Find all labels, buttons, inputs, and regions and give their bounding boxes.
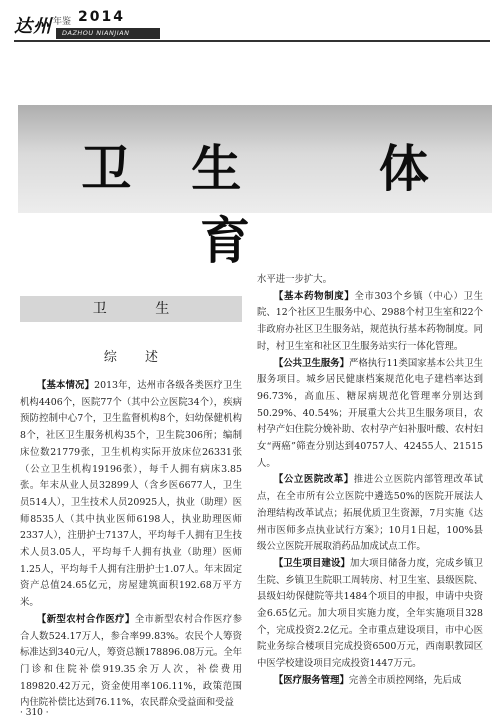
page-number: · 310 · (20, 708, 49, 718)
paragraph-heading: 【医疗服务管理】 (273, 674, 349, 686)
paragraph-hospital-reform (257, 472, 483, 556)
yearbook-year: 2014 (78, 9, 125, 25)
paragraph-text: 水平进一步扩大。 (257, 274, 333, 285)
paragraph-rural-cooperative-medical (20, 612, 242, 712)
section-title: 卫 生 (20, 296, 242, 322)
paragraph-medical-service (257, 673, 483, 690)
paragraph-text: 2013年，达州市各级各类医疗卫生机构4406个，医院77个（其中公立医院34个），疾病预防控制中心7个，卫生监督机构8个，妇幼保健机构8个，社区卫生服务机构35个，卫生院306所；编制床位数21779张，卫生机构实际开放床位26331张（公立卫生机构19196张），每千人拥有病床3.85张。年末从业人员32899人（含乡医6677人，卫生员514人），卫生技术人员20925人，执业（助理）医师8535人（其中执业医师6198人，执业助理医师2337人），注册护士7137人，平均每千人拥有卫生技术人员3.05人，平均每千人拥有执业（助理）医师1.25人，平均每千人拥有注册护士1.07人。年末固定资产总值24.65亿元，房屋建筑面积192.68万平方米。 (20, 380, 242, 609)
paragraph-text: 完善全市质控网络，先后成 (348, 674, 462, 686)
paragraph-text: 加大项目储备力度，完成乡镇卫生院、乡镇卫生院职工周转房、村卫生室、县级医院、县级妇幼保健院等共1484个项目的申报，申请中央资金6.65亿元。加大项目实施力度，全年实施项目328个，完成投资2.2亿元。全市重点建设项目，市中心医院业务综合楼项目完成投资6500万元，西南职教园区中医学校建设项目完成投资1447万元。 (257, 557, 483, 670)
paragraph-text: 全市新型农村合作医疗参合人数524.17万人，参合率99.83%。农民个人筹资标准达到340元/人，筹资总额178896.08万元。全年门诊和住院补偿919.35余万人次，补偿费用189820.42万元，资金使用率106.11%，政策范围内住院补偿比达到76.11%，农民群众受益面和受益 (20, 613, 242, 709)
paragraph-heading: 【新型农村合作医疗】 (36, 613, 135, 625)
paragraph-public-health (257, 356, 483, 473)
header-divider (14, 40, 490, 42)
page-header (0, 0, 503, 44)
chapter-title: 卫生 体育 (81, 139, 489, 270)
paragraph-heading: 【公共卫生服务】 (273, 357, 350, 369)
right-column (257, 272, 483, 690)
paragraph-text: 推进公立医院内部管理改革试点，在全市所有公立医院中遴选50%的医院开展法人治理结构改革试点；拓展优质卫生资源，7月实施《达州市医师多点执业试行方案》；10月1日起，100%县级公立医院开展取消药品加成试点工作。 (257, 474, 483, 553)
paragraph-continuation (257, 272, 483, 289)
yearbook-english-name: DAZHOU NIANJIAN (56, 28, 160, 39)
left-column (20, 378, 242, 712)
yearbook-logo: 达州 (14, 16, 52, 37)
paragraph-text: 严格执行11类国家基本公共卫生服务项目。城乡居民健康档案规范化电子建档率达到96.73%，高血压、糖尿病规范化管理率分别达到50.29%、40.54%；开展重大公共卫生服务项目，农村孕产妇住院分娩补助、农村孕产妇补服叶酸、农村妇女“两癌”筛查分别达到40757人、42455人、21515人。 (257, 357, 483, 469)
paragraph-text: 全市303个乡镇（中心）卫生院、12个社区卫生服务中心、2988个村卫生室和22个非政府办社区卫生服务站，规范执行基本药物制度。同时，村卫生室和社区卫生服务站实行一体化管理。 (257, 290, 483, 352)
paragraph-heading: 【卫生项目建设】 (273, 557, 350, 569)
paragraph-heading: 【公立医院改革】 (273, 474, 354, 486)
chapter-banner (18, 105, 492, 270)
yearbook-label: 年鉴 (53, 17, 72, 27)
paragraph-heading: 【基本药物制度】 (273, 290, 355, 302)
paragraph-essential-drugs (257, 289, 483, 356)
paragraph-project-construction (257, 556, 483, 673)
paragraph-heading: 【基本情况】 (36, 380, 95, 391)
section-subtitle: 综 述 (103, 350, 171, 365)
paragraph-basic-situation (20, 378, 242, 612)
